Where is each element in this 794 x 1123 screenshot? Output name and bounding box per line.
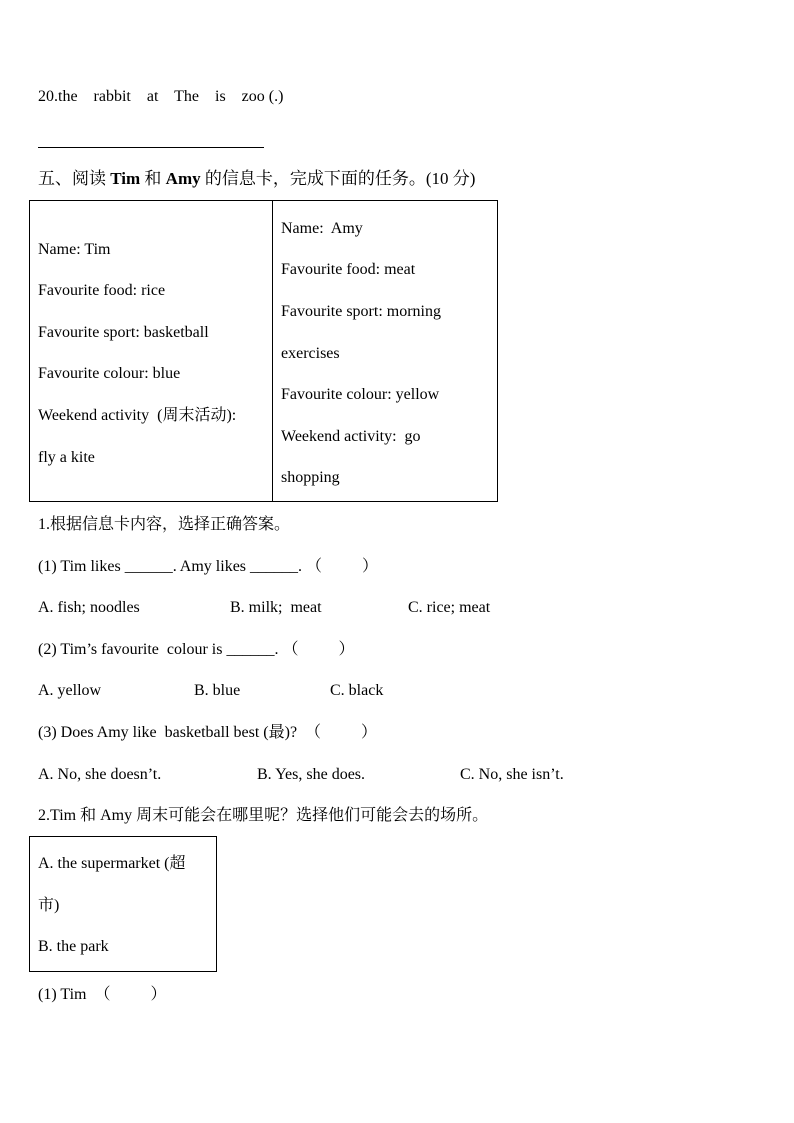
task1-question-1: (1) Tim likes ______. Amy likes ______. （ ） xyxy=(38,558,379,575)
place-option-line: 市) xyxy=(38,897,60,914)
question-20 xyxy=(38,89,283,105)
places-box xyxy=(29,836,217,972)
amy-card-line: exercises xyxy=(281,345,340,362)
task1-q2-option-b: B. blue xyxy=(194,682,241,699)
tim-card-line: Weekend activity (周末活动): xyxy=(38,407,237,424)
amy-card-line: Favourite colour: yellow xyxy=(281,386,440,403)
task1-q3-option-a: A. No, she doesn’t. xyxy=(38,766,162,783)
task1-q2-option-a: A. yellow xyxy=(38,682,102,699)
task1-question-2: (2) Tim’s favourite colour is ______. （ ） xyxy=(38,641,355,658)
answer-line xyxy=(38,147,264,148)
task1-question-3: (3) Does Amy like basketball best (最)? （ ） xyxy=(38,724,378,741)
section-title-mid: 和 xyxy=(140,169,166,188)
amy-card-line: Favourite food: meat xyxy=(281,261,416,278)
question-20-number: 20. xyxy=(38,88,58,105)
task2-question-1: (1) Tim （ ） xyxy=(38,986,167,1003)
tim-card-line: fly a kite xyxy=(38,449,95,466)
task2-title: 2.Tim 和 Amy 周末可能会在哪里呢？选择他们可能会去的场所。 xyxy=(38,807,489,824)
task1-q3-option-c: C. No, she isn’t. xyxy=(460,766,564,783)
tim-card-line: Favourite sport: basketball xyxy=(38,324,209,341)
amy-card-line: Favourite sport: morning xyxy=(281,303,441,320)
section-title-suffix: 的信息卡，完成下面的任务。(10 分) xyxy=(200,169,476,188)
task1-title: 1.根据信息卡内容，选择正确答案。 xyxy=(38,516,291,533)
task1-q1-option-b: B. milk; meat xyxy=(230,599,322,616)
task1-q3-option-b: B. Yes, she does. xyxy=(257,766,366,783)
tim-card-line: Name: Tim xyxy=(38,241,111,258)
amy-card-line: Weekend activity: go xyxy=(281,428,421,445)
section-title-prefix: 五、阅读 xyxy=(38,169,111,188)
section-title-name-amy: Amy xyxy=(165,169,201,188)
amy-card-line: shopping xyxy=(281,469,340,486)
task1-q1-option-a: A. fish; noodles xyxy=(38,599,140,616)
section-title-name-tim: Tim xyxy=(110,169,141,188)
amy-card-line: Name: Amy xyxy=(281,220,363,237)
question-20-words: the rabbit at The is zoo (.) xyxy=(58,88,284,105)
section-title xyxy=(38,170,475,187)
place-option-line: A. the supermarket (超 xyxy=(38,855,186,872)
place-option-line: B. the park xyxy=(38,938,109,955)
task1-q2-option-c: C. black xyxy=(330,682,384,699)
task1-q1-option-c: C. rice; meat xyxy=(408,599,491,616)
card-divider xyxy=(272,201,273,501)
info-cards-table xyxy=(29,200,498,502)
tim-card-line: Favourite colour: blue xyxy=(38,365,181,382)
tim-card-line: Favourite food: rice xyxy=(38,282,166,299)
